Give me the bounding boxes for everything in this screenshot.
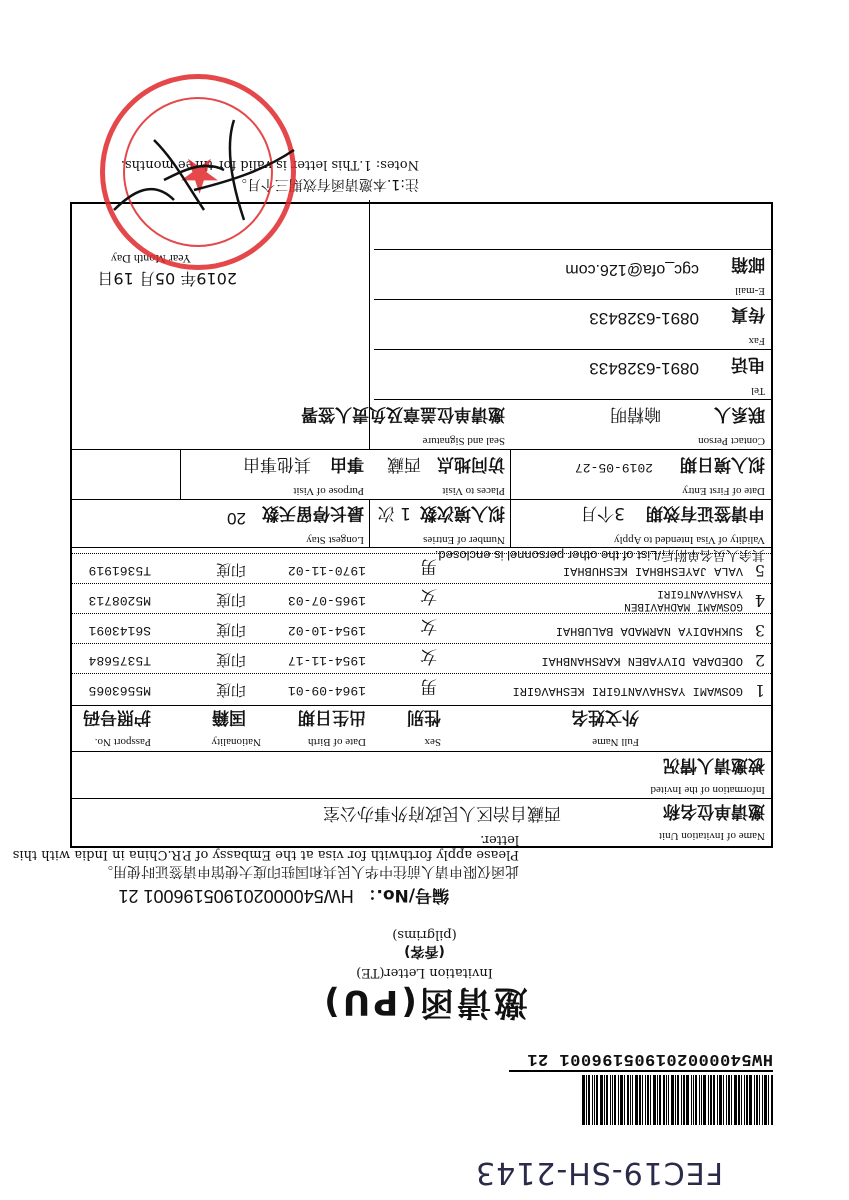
fax-value: 0891-6328433 <box>589 309 699 328</box>
header-dob-en: Date of Birth <box>307 736 366 748</box>
barcode-bar <box>713 1075 715 1125</box>
purpose-label: 事由 <box>330 454 364 474</box>
first-entry-value: 2019-05-27 <box>574 460 653 475</box>
header-dob: 出生日期 <box>298 707 366 727</box>
places-label-en: Places to Visit <box>442 485 505 497</box>
signature <box>104 100 304 240</box>
header-passport-en: Passport No. <box>94 736 151 748</box>
header-sex: 性别 <box>407 707 441 727</box>
intro-zh: 此函仅限申请人前往中华人民共和国驻印度大使馆申请签证时使用。 <box>99 863 519 879</box>
barcode-bar <box>723 1075 724 1125</box>
row-3-name: SUKHADIYA NARMADA BALUBHAI <box>555 624 743 638</box>
barcode-bar <box>746 1075 748 1125</box>
first-entry-label-en: Date of First Entry <box>682 485 765 497</box>
enclosed-list-note: 其余人员名单附后/List of the other personnel is enclosed. <box>434 548 765 563</box>
barcode-bar <box>695 1075 697 1125</box>
handwritten-reference: FEC19-SH-2143 <box>475 1155 723 1190</box>
barcode-bar <box>592 1075 593 1125</box>
type-en: (pilgrims) <box>392 927 457 942</box>
row-2-passport: T5375684 <box>88 653 151 668</box>
places-label: 访问地点 <box>437 454 505 474</box>
barcode-bar <box>754 1075 755 1125</box>
header-nationality: 国籍 <box>212 707 246 727</box>
row-2-name: ODEDARA DIVYABEN KARSHANBHAI <box>541 654 743 668</box>
subtitle-en: Invitation Letter(TE) <box>356 965 493 980</box>
barcode-bar <box>681 1075 682 1125</box>
barcode-bar <box>635 1075 638 1125</box>
barcode-bar <box>642 1075 643 1125</box>
invited-label-en: Information of the Invited <box>650 784 765 796</box>
row-1-sex: 男 <box>420 676 437 696</box>
barcode <box>513 1075 773 1125</box>
barcode-bar <box>610 1075 611 1125</box>
inviting-unit-label-en: Name of Invitation Unit <box>658 830 765 842</box>
email-value: cgc_ofa@126.com <box>565 261 699 278</box>
row-1-passport: M5563065 <box>88 683 151 698</box>
barcode-bar <box>588 1075 590 1125</box>
seal-label: 邀请单位盖章及负责人签署 <box>301 404 505 424</box>
row-5-nationality: 印度 <box>215 561 246 579</box>
row-4-passport: M5208713 <box>88 593 151 608</box>
row-4-dob: 1965-07-03 <box>287 593 366 608</box>
barcode-bar <box>659 1075 661 1125</box>
barcode-bar <box>668 1075 669 1125</box>
barcode-bar <box>653 1075 656 1125</box>
row-5-passport: T5361919 <box>88 563 151 578</box>
row-2-nationality: 印度 <box>215 651 246 669</box>
barcode-bar <box>604 1075 605 1125</box>
barcode-bar <box>618 1075 619 1125</box>
row-1-name: GOSWAMI YASHAVANTGIRI KESHAVGIRI <box>512 684 743 698</box>
barcode-bar <box>764 1075 767 1125</box>
row-5-number: 5 <box>754 561 765 580</box>
row-1-nationality: 印度 <box>215 681 246 699</box>
barcode-bar <box>627 1075 629 1125</box>
email-label: 邮箱 <box>731 254 765 274</box>
letter-number: 编号/No.： HW540000201905196001 21 <box>118 885 449 906</box>
inviting-unit-value: 西藏自治区人民政府外事办公室 <box>323 803 561 823</box>
inviting-unit-label: 邀请单位名称 <box>663 801 765 821</box>
barcode-bar <box>675 1075 676 1125</box>
row-3-dob: 1954-10-02 <box>287 623 366 638</box>
entries-label-en: Number of Entries <box>423 534 505 546</box>
fax-label-en: Fax <box>748 335 765 347</box>
barcode-bar <box>691 1075 692 1125</box>
barcode-bar <box>744 1075 745 1125</box>
header-full-name: 外文姓名 <box>571 707 639 727</box>
row-4-sex: 女 <box>420 586 437 606</box>
barcode-bar <box>663 1075 665 1125</box>
row-5-dob: 1970-11-02 <box>287 563 366 578</box>
places-value: 西藏 <box>387 454 421 474</box>
seal-date: 2019年 05月 19日 <box>97 269 237 288</box>
row-3-nationality: 印度 <box>215 621 246 639</box>
row-5-name: VALA JAYESHBHAI KESHUBHAI <box>562 564 743 578</box>
barcode-bar <box>717 1075 718 1125</box>
invitation-form <box>70 202 773 848</box>
barcode-bar <box>650 1075 651 1125</box>
barcode-bar <box>741 1075 742 1125</box>
barcode-bar <box>596 1075 598 1125</box>
barcode-bar <box>708 1075 709 1125</box>
row-4-name-line2: YASHAVANTGIRI <box>657 587 743 599</box>
purpose-value: 其他事由 <box>243 454 311 474</box>
barcode-bar <box>768 1075 769 1125</box>
row-2-dob: 1954-11-17 <box>287 653 366 668</box>
barcode-bar <box>703 1075 706 1125</box>
fax-label: 传真 <box>731 304 765 324</box>
barcode-bar <box>645 1075 646 1125</box>
intro-en: Please apply forthwith for visa at the Embassy of P.R.China in India with this letter. <box>12 832 519 862</box>
tel-label: 电话 <box>731 354 765 374</box>
header-nationality-en: Nationality <box>211 736 261 748</box>
barcode-bar <box>719 1075 722 1125</box>
seal-star-icon: ★ <box>177 147 221 203</box>
barcode-bar <box>606 1075 608 1125</box>
row-3-passport: S6143091 <box>88 623 151 638</box>
barcode-bar <box>594 1075 595 1125</box>
barcode-bar <box>614 1075 616 1125</box>
row-4-nationality: 印度 <box>215 591 246 609</box>
header-full-name-en: Full Name <box>592 736 639 748</box>
stay-value: 20 <box>227 509 246 528</box>
barcode-bar <box>683 1075 685 1125</box>
barcode-bar <box>632 1075 633 1125</box>
row-3-number: 3 <box>754 621 765 640</box>
validity-label: 申请签证有效期 <box>646 503 765 523</box>
email-label-en: E-mail <box>735 285 765 297</box>
header-sex-en: Sex <box>424 736 441 748</box>
barcode-bar <box>677 1075 679 1125</box>
barcode-bar <box>771 1075 773 1125</box>
notes-en: Notes: 1.This letter is valid for three months. <box>120 157 419 172</box>
barcode-bar <box>624 1075 625 1125</box>
contact-label: 联系人 <box>714 404 765 424</box>
barcode-bar <box>600 1075 603 1125</box>
validity-value: 3个月 <box>580 503 625 523</box>
barcode-bar <box>756 1075 758 1125</box>
row-2-number: 2 <box>754 651 765 670</box>
contact-value: 喻精明 <box>610 404 661 424</box>
barcode-bar <box>671 1075 674 1125</box>
barcode-bar <box>647 1075 649 1125</box>
barcode-bar <box>630 1075 631 1125</box>
entries-value: 1 次 <box>377 503 411 523</box>
seal-label-en: Seal and Signature <box>422 435 505 447</box>
barcode-bar <box>749 1075 752 1125</box>
barcode-bar <box>620 1075 623 1125</box>
invited-label: 被邀请人情况 <box>663 755 765 775</box>
barcode-bar <box>710 1075 712 1125</box>
barcode-bar <box>762 1075 763 1125</box>
contact-label-en: Contact Person <box>698 435 765 447</box>
barcode-bar <box>657 1075 658 1125</box>
notes-zh: 注:1.本邀请函有效期三个月。 <box>232 176 419 192</box>
barcode-bar <box>699 1075 700 1125</box>
barcode-number: HW540000201905196001 21 <box>509 1049 773 1072</box>
purpose-label-en: Purpose of Visit <box>293 485 364 497</box>
barcode-bar <box>734 1075 737 1125</box>
tel-label-en: Tel <box>751 385 765 397</box>
stay-label: 最长停留天数 <box>262 503 364 523</box>
row-1-number: 1 <box>754 681 765 700</box>
barcode-bar <box>612 1075 613 1125</box>
barcode-bar <box>731 1075 732 1125</box>
row-3-sex: 女 <box>420 616 437 636</box>
tel-value: 0891-6328433 <box>589 359 699 378</box>
barcode-bar <box>686 1075 689 1125</box>
entries-label: 拟入境次数 <box>420 503 505 523</box>
row-5-sex: 男 <box>420 556 437 576</box>
row-1-dob: 1964-09-01 <box>287 683 366 698</box>
row-4-number: 4 <box>754 591 765 610</box>
barcode-bar <box>582 1075 585 1125</box>
row-4-name: GOSWAMI MADHAVIBEN <box>624 600 743 612</box>
barcode-bar <box>701 1075 702 1125</box>
barcode-bar <box>759 1075 760 1125</box>
barcode-bar <box>738 1075 740 1125</box>
row-2-sex: 女 <box>420 646 437 666</box>
page-title: 邀请函(PU) <box>321 982 528 1022</box>
barcode-bar <box>728 1075 730 1125</box>
header-passport: 护照号码 <box>83 707 151 727</box>
validity-label-en: Validity of Visa Intended to Apply <box>614 534 765 546</box>
first-entry-label: 拟入境日期 <box>680 454 765 474</box>
seal-date-en: Year Month Day <box>110 252 191 266</box>
stay-label-en: Longest Stay <box>306 534 364 546</box>
barcode-bar <box>586 1075 587 1125</box>
barcode-bar <box>693 1075 694 1125</box>
type-zh: (香客) <box>404 943 445 959</box>
barcode-bar <box>726 1075 727 1125</box>
barcode-bar <box>639 1075 641 1125</box>
barcode-bar <box>666 1075 667 1125</box>
